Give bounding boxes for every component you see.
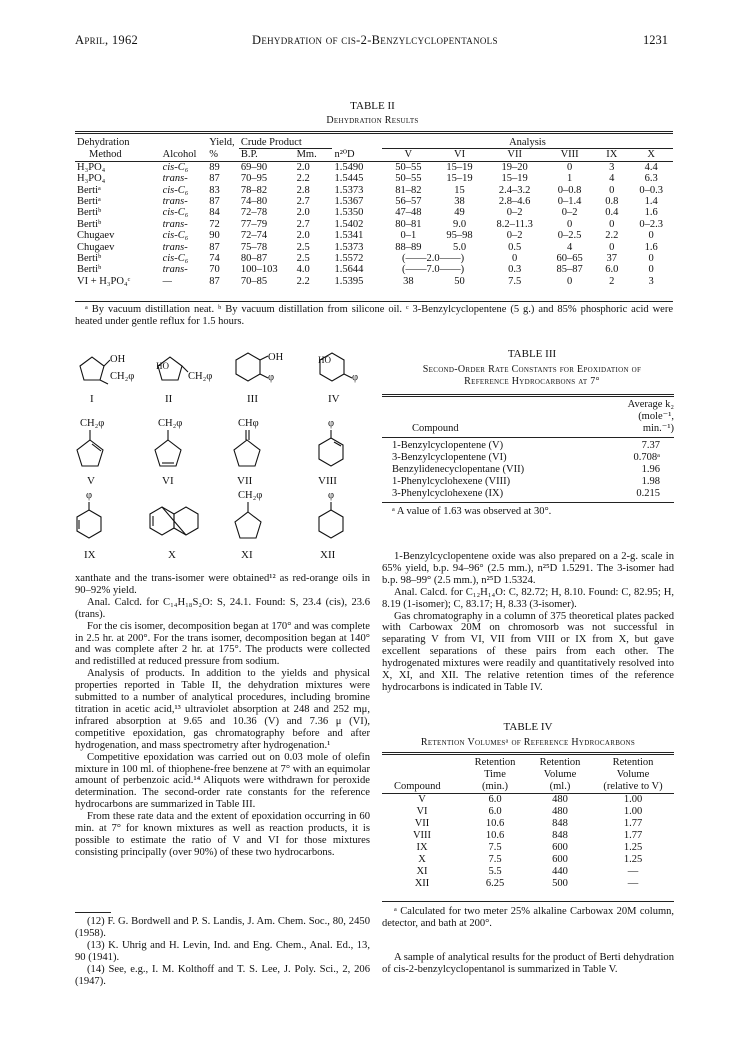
table2-cell: (——2.0——) — [402, 253, 465, 265]
table3-number: TABLE III — [507, 348, 557, 360]
th: VII — [507, 149, 522, 161]
svg-text:X: X — [168, 549, 176, 561]
table2-cell: trans- — [162, 173, 188, 185]
table2-cell: 2.5 — [296, 253, 310, 265]
table4-cell: 10.6 — [485, 818, 505, 829]
table2-cell: 0.3 — [508, 264, 522, 276]
svg-text:CH₂φ: CH₂φ — [110, 371, 135, 382]
table2-cell: 6.0 — [605, 264, 619, 276]
th-analysis: Analysis — [382, 137, 673, 149]
table4-cell: 1.00 — [623, 794, 643, 805]
table2-cell: 37 — [606, 253, 617, 265]
table4-cell: 6.25 — [485, 878, 505, 889]
table3-col2: Average k₂ (mole⁻¹, min.⁻¹) — [627, 399, 674, 434]
svg-text:φ: φ — [328, 490, 335, 501]
table2-row — [75, 253, 673, 264]
th: Method — [89, 149, 122, 161]
table2-cell: Chugaev — [77, 230, 115, 242]
table4-row — [382, 854, 674, 866]
th: Yield, — [209, 137, 235, 149]
table4-cell: V — [418, 794, 426, 805]
th: V — [404, 149, 413, 161]
right-column — [382, 551, 674, 694]
table4-row — [382, 806, 674, 818]
left-para: xanthate and the trans-isomer were obtained¹² as red-orange oils in 90–92% yield. — [75, 573, 370, 596]
table2-cell: 3 — [609, 161, 615, 173]
svg-text:IX: IX — [84, 549, 96, 561]
table2-cell: Bertiᵇ — [77, 264, 102, 276]
table2-cell: 87 — [209, 275, 220, 287]
page-number: 1231 — [643, 33, 668, 47]
table4-cell: IX — [416, 842, 428, 853]
svg-text:φ: φ — [268, 372, 275, 383]
table3-footnote: ᵃ A value of 1.63 was observed at 30°. — [392, 506, 552, 517]
structure-vii — [234, 418, 260, 487]
svg-text:VI: VI — [162, 475, 174, 487]
svg-text:XI: XI — [241, 549, 253, 561]
table3-col1: Compound — [412, 423, 459, 434]
th: B.P. — [240, 149, 258, 161]
table2-cell: cis-C₆ — [162, 161, 189, 173]
table2-cell: 83 — [209, 184, 220, 196]
structure-xi — [235, 490, 262, 561]
table3-row — [382, 440, 674, 452]
table2-cell: 8.2–11.3 — [496, 218, 533, 230]
table2-cell: 0 — [566, 161, 573, 173]
structure-xii — [319, 490, 343, 561]
table2-cell: 56–57 — [395, 196, 422, 208]
table2-cell: 80–87 — [240, 253, 268, 265]
table4-cell: 1.25 — [623, 842, 643, 853]
table2-cell: 69–90 — [240, 161, 268, 173]
structure-ix — [77, 490, 101, 561]
table2-cell: 90 — [209, 230, 220, 242]
table2-head2 — [75, 149, 673, 161]
right-para: 1-Benzylcyclopentene oxide was also prepared on a 2-g. scale in 65% yield, b.p. 94–96° (2.5 mm.), n²⁵D 1.5291. The 3-isomer had b.p. 98–99° (2.5 mm.), n²⁵D 1.5324. — [382, 551, 674, 586]
table2-cell: trans- — [162, 196, 188, 208]
left-para: Competitive epoxidation was carried out on 0.03 mole of olefin mixture in 100 ml. of thiophene-free benzene at 7° with an equimolar amount of perbenzoic acid.¹⁴ Aliquots were withdrawn for peroxide determination. The second-order rate constants for the reference hydrocarbons are summarized in Table III. — [75, 751, 370, 811]
table2-cell: 1 — [566, 173, 573, 185]
table2-cell: 0–0.3 — [639, 184, 663, 196]
table4-cell: 7.5 — [488, 854, 502, 865]
table2-cell: cis-C₆ — [162, 230, 189, 242]
table2-cell: 3 — [648, 275, 654, 287]
svg-text:φ: φ — [86, 490, 93, 501]
table2-cell: 2.8 — [296, 184, 310, 196]
table2-number: TABLE II — [350, 100, 395, 112]
table2-cell: 38 — [403, 275, 414, 287]
table2-cell: 0 — [566, 218, 573, 230]
table2-cell: 2.5 — [296, 241, 310, 253]
table2-cell: 72–78 — [240, 207, 268, 219]
table2-row — [75, 196, 673, 207]
table2-cell: 0 — [648, 230, 654, 242]
table2-cell: 87 — [209, 196, 220, 208]
table2-cell: 50–55 — [395, 161, 422, 173]
table2-row — [75, 173, 673, 184]
table4-row — [382, 794, 674, 807]
table2-cell: 95–98 — [446, 230, 473, 242]
table4-cell: 480 — [552, 806, 568, 817]
table2-row — [75, 276, 673, 287]
table2-cell: 4 — [566, 241, 573, 253]
table2-cell: cis-C₆ — [162, 184, 189, 196]
structure-iv — [318, 353, 358, 405]
table2-cell: 87 — [209, 173, 220, 185]
table2-cell: 2.2 — [296, 173, 310, 185]
th: Mm. — [296, 149, 317, 161]
table2-cell: 84 — [209, 207, 220, 219]
table2-cell: 0–2 — [561, 207, 578, 219]
table2-cell: 78–82 — [240, 184, 268, 196]
table2-row — [75, 219, 673, 230]
table2-row — [75, 161, 673, 173]
svg-text:VII: VII — [237, 475, 253, 487]
table4-cell: X — [418, 854, 426, 865]
svg-text:XII: XII — [320, 549, 336, 561]
th: n²⁰D — [334, 149, 355, 161]
closing-para: A sample of analytical results for the product of Berti dehydration of cis-2-benzylcyclopentanol is summarized in Table V. — [382, 952, 674, 975]
table2-cell: 1.5490 — [334, 161, 364, 173]
table2-cell: 4.4 — [644, 161, 658, 173]
th: VI — [453, 149, 466, 161]
table2-cell: 0 — [609, 241, 615, 253]
svg-text:OH: OH — [110, 354, 126, 365]
table2-cell: 19–20 — [501, 161, 528, 173]
th-crude: Crude Product — [239, 137, 333, 149]
table2-cell: 1.5373 — [334, 184, 364, 196]
table2-cell: 0–2 — [506, 230, 523, 242]
table2-cell: 1.6 — [644, 207, 658, 219]
table2-cell: Bertiᵇ — [77, 218, 102, 230]
table3-cell: 3-Benzylcyclopentene (VI) — [392, 452, 507, 463]
table2-cell: VI + H₃PO₄ᶜ — [77, 275, 131, 287]
table2-cell: 85–87 — [556, 264, 583, 276]
table4-cell: 7.5 — [488, 842, 502, 853]
table2-cell: 0 — [648, 264, 654, 276]
svg-text:I: I — [90, 393, 94, 405]
table4: Retention Retention Retention Time Volume Volume Compound (min.) (ml.) (relative to V) V 6.0 480 1.00 VI 6.0 480 1.00 VII 10.6 848 1.77 VIII 10.6 848 1.77 IX 7.5 600 1.25 X 7.5 600 1.25 XI 5.5 440 — XII 6.25 500 — — [382, 757, 674, 890]
table2-cell: 1.5350 — [334, 207, 364, 219]
svg-text:HO: HO — [156, 361, 169, 371]
table2-cell: 50–55 — [395, 173, 422, 185]
table2-cell: 70 — [209, 264, 220, 276]
structure-i — [80, 354, 134, 405]
right-para: Gas chromatography in a column of 375 theoretical plates packed with Carbowax 20M on chromosorb was not successful in separating V from VI, VII from VIII or IX from X, but gave excellent separations of these pairs from each other. The hydrogenated mixtures were readily and quantitatively resolved into X, XI, and XII. The relative retention times of the reference hydrocarbons is indicated in Table IV. — [382, 610, 674, 693]
table2-cell: 74–80 — [240, 196, 268, 208]
table2-cell: 4 — [609, 173, 615, 185]
table2-cell: 0 — [609, 218, 615, 230]
structures-figure — [70, 344, 370, 574]
svg-text:II: II — [165, 393, 173, 405]
structure-viii — [318, 418, 343, 487]
left-para: From these rate data and the extent of epoxidation occurring in 60 min. at 7° for known mixtures as well as reaction products, it is possible to estimate the ratio of V and VI for those mixtures consisting principally (over 90%) of these two hydrocarbons. — [75, 811, 370, 858]
table2-cell: 7.5 — [508, 275, 522, 287]
table2-cell: 1.5367 — [334, 196, 364, 208]
th: Alcohol — [162, 149, 197, 161]
table3-cell: 1-Phenylcyclohexene (VIII) — [392, 476, 511, 487]
table4-cell: XII — [414, 878, 430, 889]
structure-iii — [236, 352, 284, 405]
table4-cell: 480 — [552, 794, 568, 805]
table2 — [75, 137, 673, 287]
table3-row — [382, 488, 674, 500]
left-para: Analysis of products. In addition to the yields and physical properties reported in Table II, the dehydration mixtures were submitted to a number of analytical procedures, including bromine titration in acetic acid,¹³ ultraviolet absorption at 248 and 252 mμ, infrared absorption at 9.65 and 10.36 (V) and 7.36 μ (VI), competitive epoxidation, gas chromatography before and after hydrogenation, and mass spectrometry after hydrogenation.¹ — [75, 668, 370, 751]
table2-cell: 74 — [209, 253, 220, 265]
table4-row — [382, 842, 674, 854]
table4-cell: VI — [416, 806, 428, 817]
table4-row — [382, 818, 674, 830]
table2-cell: 70–95 — [240, 173, 268, 185]
table2-cell: 49 — [454, 207, 465, 219]
svg-text:CH₂φ: CH₂φ — [80, 418, 105, 429]
table4-footnote: ᵃ Calculated for two meter 25% alkaline Carbowax 20M column, detector, and bath at 200°. — [382, 906, 674, 929]
table4-cell: VIII — [412, 830, 432, 841]
table3-cell: 0.708ᵃ — [633, 452, 660, 463]
table2-cell: 89 — [209, 161, 220, 173]
header-title: Dehydration of cis-2-Benzylcyclopentanols — [252, 33, 498, 47]
table2-cell: 77–79 — [240, 218, 268, 230]
table2-cell: 1.4 — [644, 196, 658, 208]
table3-cell: Benzylidenecyclopentane (VII) — [392, 464, 525, 475]
table3 — [382, 440, 674, 500]
table2-cell: Chugaev — [77, 241, 115, 253]
table2-head1 — [75, 137, 673, 149]
table2-cell: 0–1 — [400, 230, 417, 242]
table2-cell: 5.0 — [452, 241, 467, 253]
table2-cell: 2.7 — [296, 218, 310, 230]
table4-cell: — — [627, 878, 639, 889]
table2-row — [75, 185, 673, 196]
table2-cell: 81–82 — [395, 184, 422, 196]
th: VIII — [560, 149, 579, 161]
table2-cell: 88–89 — [395, 241, 422, 253]
table3-cell: 1.96 — [641, 464, 660, 475]
table2-cell: 60–65 — [556, 253, 583, 265]
table2-cell: H₃PO₄ — [77, 161, 106, 173]
table2-cell: cis-C₆ — [162, 207, 189, 219]
table4-cell: 1.25 — [623, 854, 643, 865]
table2-cell: 1.5572 — [334, 253, 364, 265]
table2-cell: 0.4 — [605, 207, 619, 219]
table2-cell: 0 — [648, 253, 654, 265]
structure-vi — [155, 418, 182, 487]
table4-cell: 10.6 — [485, 830, 505, 841]
table2-cell: 0.5 — [508, 241, 522, 253]
table4-cell: — — [627, 866, 639, 877]
svg-text:CH₂φ: CH₂φ — [158, 418, 183, 429]
table2-cell: 80–81 — [395, 218, 422, 230]
table2-cell: H₃PO₄ — [77, 173, 106, 185]
table4-row — [382, 866, 674, 878]
svg-text:HO: HO — [318, 355, 331, 365]
left-column — [75, 573, 370, 859]
svg-text:CH₂φ: CH₂φ — [238, 490, 263, 501]
table2-cell: 87 — [209, 241, 220, 253]
table2-cell: 9.0 — [452, 218, 467, 230]
table2-cell: 38 — [454, 196, 465, 208]
table2-cell: 1.5644 — [334, 264, 364, 276]
table4-cell: VII — [414, 818, 430, 829]
table2-cell: 1.5402 — [334, 218, 364, 230]
svg-text:CH₂φ: CH₂φ — [188, 371, 213, 382]
svg-text:IV: IV — [328, 393, 340, 405]
table2-cell: 0 — [512, 253, 518, 265]
table2-cell: trans- — [162, 218, 188, 230]
structure-x — [150, 507, 198, 561]
table2-cell: 50 — [454, 275, 465, 287]
table2-cell: cis-C₆ — [162, 253, 189, 265]
table2-cell: 0–0.8 — [557, 184, 582, 196]
table2-cell: 72–74 — [240, 230, 268, 242]
table2-cell: 15–19 — [446, 173, 473, 185]
table4-number: TABLE IV — [503, 721, 553, 733]
table2-cell: 2.2 — [296, 275, 310, 287]
table2-cell: 0–2.3 — [639, 218, 663, 230]
table2-cell: 6.3 — [644, 173, 658, 185]
table2-cell: 0 — [609, 184, 615, 196]
left-para: For the cis isomer, decomposition began at 170° and was complete in 2.5 hr. at 200°. For the trans isomer, decomposition began at 140° and was complete after 2 hr. at 175°. The products were collected and redistilled at reduced pressure from sodium. — [75, 620, 371, 668]
table2-cell: (——7.0——) — [402, 264, 465, 276]
reference: (12) F. G. Bordwell and P. S. Landis, J. Am. Chem. Soc., 80, 2450 (1958). — [75, 916, 370, 939]
table2-cell: 0–1.4 — [557, 196, 582, 208]
table4-title: Retention Volumesᵃ of Reference Hydrocarbons — [420, 737, 636, 748]
table2-cell: 2 — [609, 275, 615, 287]
table2-cell: 15 — [454, 184, 465, 196]
table2-cell: 47–48 — [395, 207, 422, 219]
table3-row — [382, 452, 674, 464]
table4-cell: 1.77 — [623, 818, 643, 829]
table4-cell: 848 — [552, 818, 568, 829]
right-para: Anal. Calcd. for C₁₂H₁₄O: C, 82.72; H, 8.10. Found: C, 82.95; H, 8.19 (1-isomer); C, 83.17; H, 8.33 (3-isomer). — [382, 586, 674, 610]
table2-cell: Bertiᵃ — [77, 184, 101, 196]
table2-cell: 0–2 — [506, 207, 523, 219]
header-date: April, 1962 — [75, 33, 139, 47]
references — [75, 916, 370, 987]
table2-cell: 0 — [566, 275, 573, 287]
table2-cell: 2.7 — [296, 196, 310, 208]
table2-cell: 1.5341 — [334, 230, 364, 242]
reference: (14) See, e.g., I. M. Kolthoff and T. S. Lee, J. Poly. Sci., 2, 206 (1947). — [75, 963, 370, 987]
table2-cell: 1.6 — [644, 241, 658, 253]
table4-cell: 5.5 — [488, 866, 502, 877]
table2-title: Dehydration Results — [326, 115, 419, 126]
structure-ii — [156, 357, 212, 405]
table2-cell: 2.0 — [296, 230, 310, 242]
table2-cell: 2.2 — [605, 230, 619, 242]
th: Dehydration — [77, 137, 130, 149]
table2-footnote: ᵃ By vacuum distillation neat. ᵇ By vacuum distillation from silicone oil. ᶜ 3-Benzylcyclopentene (5 g.) and 85% phosphoric acid were heated under gentle reflux for 1.5 hours. — [75, 304, 673, 327]
table3-cell: 1.98 — [641, 476, 660, 487]
table4-cell: 600 — [552, 842, 568, 853]
table2-cell: 0.8 — [605, 196, 619, 208]
left-para: Anal. Calcd. for C₁₄H₁₈S₂O: S, 24.1. Found: S, 23.4 (cis), 23.6 (trans). — [75, 596, 370, 620]
th: % — [209, 149, 218, 161]
table2-cell: 15–19 — [501, 173, 528, 185]
table4-row — [382, 830, 674, 842]
table2-cell: 4.0 — [296, 264, 310, 276]
table2-cell: 100–103 — [240, 264, 278, 276]
table2-cell: Bertiᵇ — [77, 207, 102, 219]
structure-v — [77, 418, 104, 487]
svg-text:V: V — [87, 475, 95, 487]
table2-row — [75, 242, 673, 253]
table4-cell: 6.0 — [488, 806, 502, 817]
th: X — [647, 149, 655, 161]
table2-cell: 15–19 — [446, 161, 473, 173]
table3-row — [382, 476, 674, 488]
table2-cell: — — [162, 275, 172, 287]
svg-text:φ: φ — [328, 418, 335, 429]
table2-cell: 2.0 — [296, 161, 310, 173]
table4-cell: 500 — [552, 878, 568, 889]
table4-cell: 6.0 — [488, 794, 502, 805]
svg-text:OH: OH — [268, 352, 284, 363]
table3-title: Second-Order Rate Constants for Epoxidation of Reference Hydrocarbons at 7° — [422, 364, 642, 387]
table3-row — [382, 464, 674, 476]
table2-row — [75, 207, 673, 218]
svg-text:III: III — [247, 393, 258, 405]
table2-cell: 1.5395 — [334, 275, 364, 287]
table2-cell: 72 — [209, 218, 220, 230]
table3-cell: 0.215 — [636, 488, 660, 499]
table2-row — [75, 230, 673, 241]
table4-row — [382, 878, 674, 890]
table2-cell: 2.4–3.2 — [498, 184, 531, 196]
table2-cell: 70–85 — [240, 275, 268, 287]
table2-cell: 2.0 — [296, 207, 310, 219]
table2-cell: 0–2.5 — [557, 230, 582, 242]
table3-cell: 3-Phenylcyclohexene (IX) — [392, 488, 504, 499]
table4-cell: 848 — [552, 830, 568, 841]
table4-cell: 440 — [552, 866, 568, 877]
table4-cell: 600 — [552, 854, 568, 865]
table2-cell: 1.5445 — [334, 173, 364, 185]
table4-cell: XI — [416, 866, 428, 877]
svg-text:φ: φ — [352, 372, 359, 383]
table4-cell: 1.00 — [623, 806, 643, 817]
table2-cell: Bertiᵃ — [77, 196, 101, 208]
th: IX — [606, 149, 618, 161]
table4-cell: 1.77 — [623, 830, 643, 841]
table2-row — [75, 264, 673, 275]
table3-cell: 1-Benzylcyclopentene (V) — [392, 440, 504, 451]
table2-cell: 75–78 — [240, 241, 268, 253]
table3-cell: 7.37 — [641, 440, 660, 451]
table2-cell: Bertiᵇ — [77, 253, 102, 265]
table2-cell: trans- — [162, 241, 188, 253]
svg-text:VIII: VIII — [318, 475, 337, 487]
table2-cell: trans- — [162, 264, 188, 276]
table2-cell: 1.5373 — [334, 241, 364, 253]
table2-cell: 2.8–4.6 — [498, 196, 531, 208]
reference: (13) K. Uhrig and H. Levin, Ind. and Eng. Chem., Anal. Ed., 13, 90 (1941). — [75, 939, 370, 963]
svg-text:CHφ: CHφ — [238, 418, 259, 429]
